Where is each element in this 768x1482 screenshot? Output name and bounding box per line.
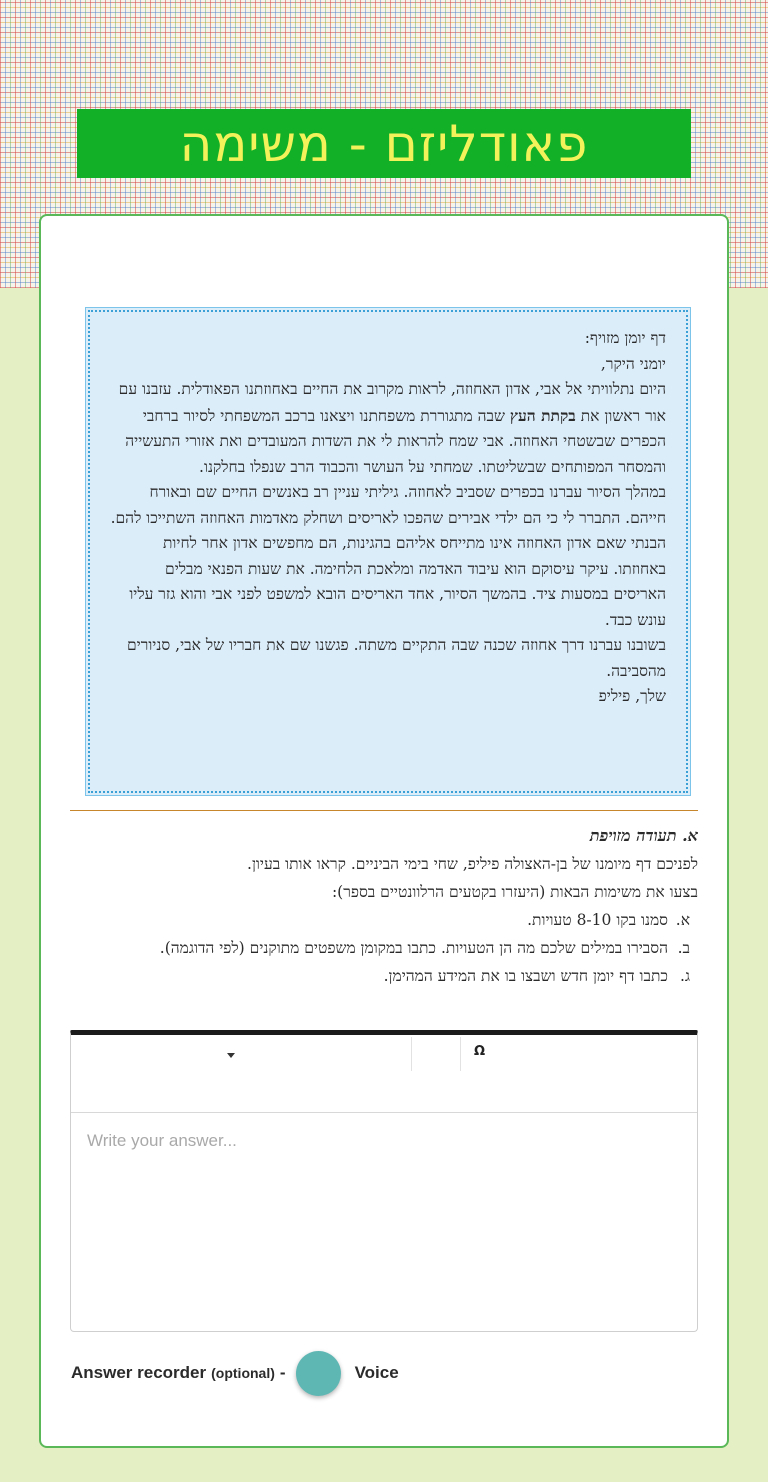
toolbar-divider bbox=[460, 1037, 461, 1071]
task-item bbox=[70, 906, 698, 934]
task-item bbox=[70, 962, 698, 990]
page-title: פאודליזם - משימה bbox=[179, 114, 589, 173]
caret-down-icon bbox=[227, 1053, 235, 1058]
answer-editor bbox=[70, 1030, 698, 1332]
task-item bbox=[70, 934, 698, 962]
task-item-text: סמנו בקו 8-10 טעויות. bbox=[527, 911, 668, 929]
diary-paragraph-1-bold: בקתת העץ bbox=[509, 405, 576, 425]
title-banner bbox=[77, 109, 691, 178]
diary-greeting: יומני היקר, bbox=[600, 354, 666, 373]
task-item-marker: ב. bbox=[677, 939, 690, 957]
toolbar-divider bbox=[411, 1037, 412, 1071]
recorder-label: Answer recorder bbox=[71, 1363, 207, 1382]
section-divider bbox=[70, 810, 698, 811]
format-dropdown[interactable] bbox=[71, 1037, 411, 1071]
task-list bbox=[70, 906, 698, 990]
diary-signoff: שלך, פיליפ bbox=[598, 687, 666, 705]
task-item-text: הסבירו במילים שלכם מה הן הטעויות. כתבו במקומן משפטים מתוקנים (לפי הדוגמה). bbox=[159, 939, 668, 957]
task-item-marker: א. bbox=[675, 911, 690, 929]
diary-paragraph-2: במהלך הסיור עברנו בכפרים שסביב לאחוזה. גיליתי עניין רב באנשים החיים שם ובאורח חייהם. התברר לי כי הם ילדי אבירים שהפכו לאריסים ושחלק מאדמות האחוזה השתייכו להם. הבנתי שאם אדון האחוזה אינו מתייחס אליהם בהגינות, הם מחפשים אדון אחר לחיות באחוזתו. עיקר עיסוקם הוא עיבוד האדמה ומלאכת הלחימה. את שעות הפנאי מבלים האריסים במסעות ציד. בהמשך הסיור, אחד האריסים הובא למשפט לפני אבי והוא גזר עליו עונש כבד. bbox=[110, 483, 666, 629]
diary-paragraph-1 bbox=[110, 377, 666, 480]
diary-paragraph-3: בשובנו עברנו דרך אחוזה שכנה שבה התקיים משתה. פגשנו שם את חבריו של אבי, סניורים מהסביבה. bbox=[126, 636, 666, 680]
task-title: א. תעודה מזויפת bbox=[589, 826, 698, 845]
diary-paragraph-1-end: שבה מתגוררת משפחתנו ויצאנו ברכב המשפחתי לסיור ברחבי הכפרים שבשטחי האחוזה. אבי שמח להראות לי את השדות המעובדים ואת אזורי התעשייה והמסחר המפותחים שבשליטתו. שמחתי על העושר והכבוד הרב שנפלו בחלקנו. bbox=[125, 406, 666, 476]
task-item-marker: ג. bbox=[679, 967, 690, 985]
task-item-text: כתבו דף יומן חדש ושבצו בו את המידע המהימן. bbox=[383, 967, 668, 985]
answer-textarea[interactable] bbox=[87, 1131, 681, 1321]
diary-heading: דף יומן מזויף: bbox=[584, 329, 666, 347]
task-intro-2: בצעו את משימות הבאות (היעזרו בקטעים הרלוונטיים בספר): bbox=[331, 883, 698, 901]
task-intro-1: לפניכם דף מיומנו של בן-האצולה פיליפ, שחי בימי הביניים. קראו אותו בעיון. bbox=[247, 855, 698, 873]
voice-label[interactable]: Voice bbox=[354, 1363, 399, 1382]
diary-paragraph-1-start: היום נתלוויתי אל אבי, אדון האחוזה, לראות מקרוב את החיים באחוזתנו הפאודלית. עזבנו עם אור ראשון את bbox=[118, 380, 666, 425]
recorder-optional-label: (optional) bbox=[211, 1365, 275, 1381]
editor-toolbar bbox=[71, 1035, 697, 1113]
record-voice-button[interactable] bbox=[296, 1351, 341, 1396]
recorder-dash: - bbox=[279, 1363, 286, 1382]
diary-box bbox=[88, 310, 688, 793]
special-character-button[interactable]: Ω bbox=[474, 1044, 486, 1059]
answer-recorder bbox=[71, 1350, 399, 1396]
task-instructions bbox=[70, 822, 698, 990]
